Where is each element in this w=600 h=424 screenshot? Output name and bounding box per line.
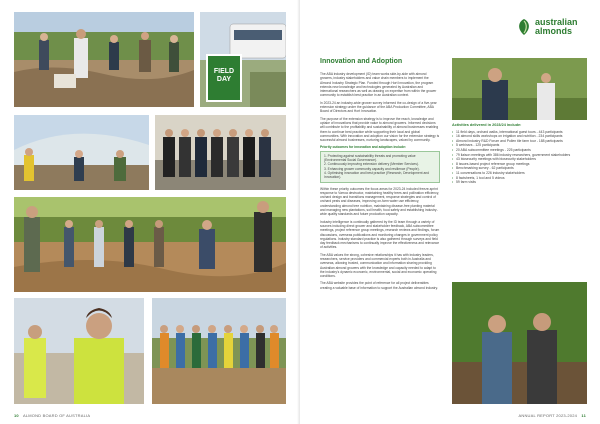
right-page-number: 11: [581, 413, 586, 418]
section-title: Innovation and Adoption: [320, 58, 403, 65]
logo-line2: almonds: [535, 26, 573, 36]
photo-field-day-bus: [200, 12, 286, 107]
activity-item: • 20 ABA subcommittee meetings - 225 participants: [452, 148, 587, 153]
activity-item: • 11 field days, orchard walks, international guest tours - 443 participants: [452, 130, 587, 135]
photo-presenter-orchard: [452, 58, 587, 120]
activity-item: • 5 webinars - 125 participants: [452, 143, 587, 148]
photo-nursery-tunnel: [14, 115, 149, 190]
australian-almonds-logo: [515, 18, 585, 40]
photo-two-growers: [452, 282, 587, 404]
body-paragraph: The ABA website provides the point of reference for all project deliverables creating a valuable base of information to support the Australian almond industry.: [320, 281, 438, 290]
section-body: [320, 72, 440, 293]
almond-leaf-icon: [515, 18, 533, 36]
field-day-sign-line1: FIELD: [213, 68, 235, 75]
body-paragraph: The ABA values the strong, cohesive relationships it has with industry leaders, researchers, service providers and commercial experts both in Australia and overseas, allowing trusted, communication and information sharing providing Australian almond growers with the knowledge and capacity needed to adapt to the industry's dynamic economic, environmental, social and economic operating conditions.: [320, 252, 437, 279]
body-paragraph: In 2023-24 an industry-wide grower survey informed the co-design of a five-year extension strategy under the guidance of the ABA Production Committee, ABA Board of Directors and Hort Innovation.: [320, 100, 437, 114]
photo-orchard-walk: [14, 197, 286, 292]
photo-group-portrait: [155, 115, 286, 190]
field-day-sign-line2: DAY: [216, 76, 232, 83]
priority-item: 2. Continuously improving extension delivery (Member Services).: [324, 162, 419, 167]
activity-item: • 43 biosecurity meetings with biosecurity stakeholders: [452, 157, 587, 162]
photo-hi-vis-participants: [14, 298, 144, 404]
activity-item: • Almond industry R&D Forum and Pollen tile farm tour - 188 participants: [452, 139, 587, 144]
activity-item: • 59 farm visits: [452, 180, 587, 185]
left-footer: [14, 413, 90, 418]
right-footer-title: ANNUAL REPORT 2023-2024: [518, 413, 578, 418]
body-paragraph: Within these priority outcomes the focus areas for 2023-24 included freeze-sprint response to Varroa destructor, maintaining healthy trees and pollination efficiency, orchard design and transitions management, response strategies and control of orchard pests and diseases, improving on-farm water use efficiency, understanding almond tree nutrition, maintaining disease-free planting material and managing new plantations, soil health, food safety and establishing industry-wide quality standards and future production capacity.: [320, 186, 440, 217]
body-paragraph: The ABA industry development (ID) team works side-by-side with almond growers, industry stakeholders and value chain members to implement the Almond Industry Strategic Plan. Funded through Hort Innovation, the program extends new knowledge and technologies generated by Australian and international researchers as well as drawing on expertise from within the grower community to establish best practice in an Australian context.: [320, 72, 437, 98]
photo-growers-orchard: [14, 12, 194, 107]
activities-panel: [452, 123, 587, 185]
priority-item: 1. Protecting against sustainability threats and promoting value (Environmental Social Governance).: [324, 153, 416, 163]
priority-outcomes-box: [320, 151, 440, 183]
activity-item: • 79 liaison meetings with 386 industry researchers, government stakeholders: [452, 153, 587, 158]
priority-item: 4. Optimising innovation and best practice (Research, Development and Innovation).: [324, 170, 430, 180]
right-footer: [518, 413, 586, 418]
left-footer-title: ALMOND BOARD OF AUSTRALIA: [22, 413, 91, 418]
activity-item: • 8 issues-based project reference group meetings: [452, 162, 587, 167]
photo-workshop-group: [152, 298, 286, 404]
activity-item: • 16 almond skills workshops on irrigation and nutrition - 234 participants: [452, 134, 587, 139]
activity-item: • Benchmarking survey - 62 participants: [452, 166, 587, 171]
activity-item: • 11 conversations to 226 industry stakeholders: [452, 171, 587, 176]
body-paragraph: The purpose of the extension strategy is to improve the reach, knowledge and uptake of innovations that provide value to almond growers. Informed decisions will contribute to the profitability and sustainability of almond businesses enabling them to continue best practice while supporting their local and global communities. With innovation and adoption our vision for the extension strategy is successful almond businesses, nurturing landscapes, valued by community.: [320, 116, 440, 143]
activity-item: • 8 factsheets, 1 tool and 5 videos: [452, 176, 587, 181]
priority-item: 3. Enhancing grower community capacity and resilience (People).: [324, 166, 420, 171]
field-day-sign: [206, 54, 242, 102]
activities-title: Activities delivered in 2023/24 include:: [452, 123, 522, 127]
activities-list: [452, 130, 587, 185]
logo-line1: australian: [535, 17, 578, 27]
left-page-number: 10: [14, 413, 19, 418]
body-paragraph: Industry intelligence is continually gathered by the ID team through a variety of sources including direct grower and stakeholder feedback, ABA subcommittee meetings, project reference group meetings, research reviews and findings, forum discussions, overseas publications and monitoring changes in government policy regulations. Industry standard practice is also gathered through surveys and field day feedback mechanisms to continually improve the effectiveness and relevance of activities.: [320, 219, 440, 250]
priority-outcomes-title: Priority outcomes for innovation and adoption include:: [320, 145, 407, 150]
